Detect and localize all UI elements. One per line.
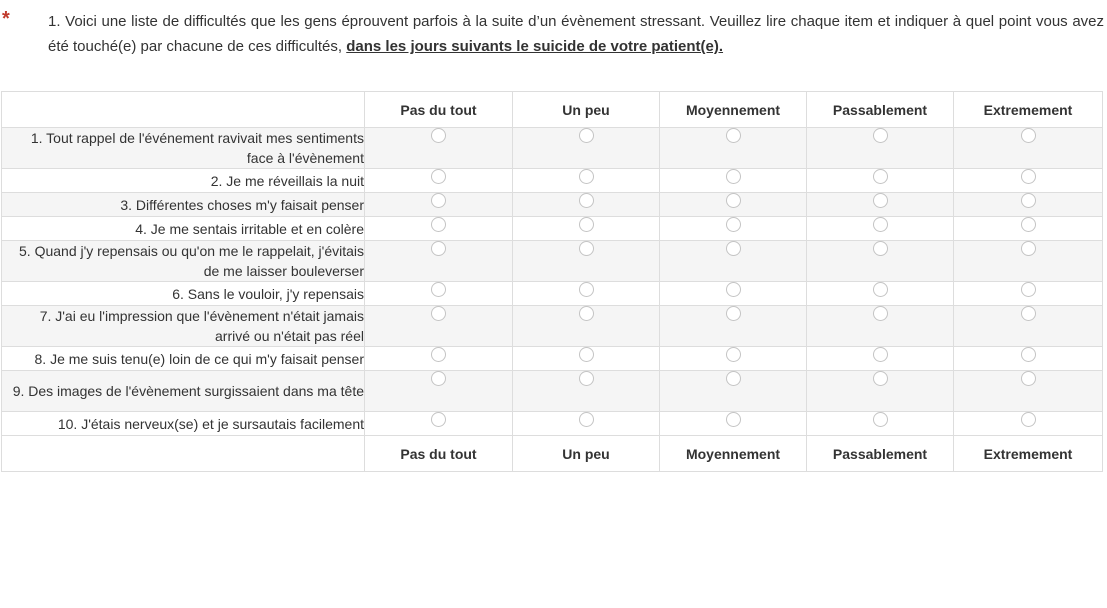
- radio-option[interactable]: [579, 371, 594, 386]
- answer-cell[interactable]: [513, 217, 660, 241]
- answer-cell[interactable]: [660, 241, 807, 282]
- column-footer: Un peu: [513, 436, 660, 472]
- answer-cell[interactable]: [807, 371, 954, 412]
- answer-cell[interactable]: [513, 412, 660, 436]
- radio-option[interactable]: [579, 217, 594, 232]
- radio-option[interactable]: [579, 241, 594, 256]
- column-footer: Pas du tout: [365, 436, 513, 472]
- table-row: [2, 306, 1103, 347]
- table-row: [2, 128, 1103, 169]
- answer-cell[interactable]: [513, 347, 660, 371]
- radio-option[interactable]: [726, 371, 741, 386]
- answer-cell[interactable]: [954, 412, 1103, 436]
- table-row: [2, 347, 1103, 371]
- radio-option[interactable]: [726, 347, 741, 362]
- table-row: [2, 241, 1103, 282]
- answer-cell[interactable]: [807, 282, 954, 306]
- answer-cell[interactable]: [365, 412, 513, 436]
- radio-option[interactable]: [1021, 241, 1036, 256]
- radio-option[interactable]: [1021, 128, 1036, 143]
- answer-cell[interactable]: [954, 347, 1103, 371]
- answer-cell[interactable]: [660, 193, 807, 217]
- answer-cell[interactable]: [807, 347, 954, 371]
- radio-option[interactable]: [873, 128, 888, 143]
- column-header: Moyennement: [660, 92, 807, 128]
- radio-option[interactable]: [1021, 347, 1036, 362]
- radio-option[interactable]: [1021, 412, 1036, 427]
- radio-option[interactable]: [726, 306, 741, 321]
- radio-option[interactable]: [431, 347, 446, 362]
- item-label: 5. Quand j'y repensais ou qu'on me le rappelait, j'évitais de me laisser bouleverser: [2, 241, 365, 282]
- answer-cell[interactable]: [513, 282, 660, 306]
- radio-option[interactable]: [873, 169, 888, 184]
- question-body: 1. Voici une liste de difficultés que les gens éprouvent parfois à la suite d’un évènement stressant. Veuillez lire chaque item et indiquer à quel point vous avez été touché(e) par chacune de ces difficultés,: [48, 13, 1104, 55]
- answer-cell[interactable]: [954, 282, 1103, 306]
- item-label: 6. Sans le vouloir, j'y repensais: [2, 282, 365, 306]
- table-row: [2, 169, 1103, 193]
- radio-option[interactable]: [726, 282, 741, 297]
- answer-cell[interactable]: [807, 193, 954, 217]
- answer-cell[interactable]: [365, 347, 513, 371]
- radio-option[interactable]: [579, 193, 594, 208]
- answer-cell[interactable]: [513, 306, 660, 347]
- question-block: [0, 0, 1107, 90]
- item-label: 7. J'ai eu l'impression que l'évènement n'était jamais arrivé ou n'était pas réel: [2, 306, 365, 347]
- answer-cell[interactable]: [660, 169, 807, 193]
- radio-option[interactable]: [431, 217, 446, 232]
- column-header: Passablement: [807, 92, 954, 128]
- radio-option[interactable]: [873, 306, 888, 321]
- radio-option[interactable]: [579, 347, 594, 362]
- answer-cell[interactable]: [954, 128, 1103, 169]
- radio-option[interactable]: [1021, 306, 1036, 321]
- radio-option[interactable]: [431, 371, 446, 386]
- item-label: 3. Différentes choses m'y faisait penser: [2, 193, 365, 217]
- header-corner: [2, 92, 365, 128]
- radio-option[interactable]: [1021, 371, 1036, 386]
- radio-option[interactable]: [873, 347, 888, 362]
- radio-option[interactable]: [726, 128, 741, 143]
- answer-cell[interactable]: [365, 217, 513, 241]
- radio-option[interactable]: [726, 169, 741, 184]
- table-row: [2, 371, 1103, 412]
- answer-cell[interactable]: [660, 347, 807, 371]
- column-header: Un peu: [513, 92, 660, 128]
- answer-cell[interactable]: [807, 306, 954, 347]
- item-label: 9. Des images de l'évènement surgissaient dans ma tête: [2, 371, 365, 412]
- answer-cell[interactable]: [513, 128, 660, 169]
- radio-option[interactable]: [431, 306, 446, 321]
- column-footer: Extremement: [954, 436, 1103, 472]
- answer-cell[interactable]: [807, 169, 954, 193]
- answer-cell[interactable]: [807, 217, 954, 241]
- answer-cell[interactable]: [954, 217, 1103, 241]
- item-label: 2. Je me réveillais la nuit: [2, 169, 365, 193]
- radio-option[interactable]: [431, 412, 446, 427]
- answer-cell[interactable]: [660, 371, 807, 412]
- radio-option[interactable]: [873, 412, 888, 427]
- item-label: 10. J'étais nerveux(se) et je sursautais facilement: [2, 412, 365, 436]
- radio-option[interactable]: [431, 128, 446, 143]
- radio-option[interactable]: [431, 241, 446, 256]
- radio-option[interactable]: [579, 128, 594, 143]
- answer-cell[interactable]: [365, 306, 513, 347]
- answer-cell[interactable]: [365, 128, 513, 169]
- footer-corner: [2, 436, 365, 472]
- radio-option[interactable]: [873, 282, 888, 297]
- answer-cell[interactable]: [365, 241, 513, 282]
- answer-cell[interactable]: [365, 193, 513, 217]
- item-label: 1. Tout rappel de l'événement ravivait mes sentiments face à l'évènement: [2, 128, 365, 169]
- radio-option[interactable]: [1021, 169, 1036, 184]
- column-header: Pas du tout: [365, 92, 513, 128]
- answer-cell[interactable]: [513, 193, 660, 217]
- item-label: 8. Je me suis tenu(e) loin de ce qui m'y faisait penser: [2, 347, 365, 371]
- question-emphasis: dans les jours suivants le suicide de votre patient(e).: [346, 38, 724, 55]
- answer-cell[interactable]: [660, 306, 807, 347]
- answer-cell[interactable]: [513, 241, 660, 282]
- answer-cell[interactable]: [660, 282, 807, 306]
- table-row: [2, 193, 1103, 217]
- answer-cell[interactable]: [954, 306, 1103, 347]
- table-row: [2, 217, 1103, 241]
- likert-table: [1, 91, 1103, 472]
- radio-option[interactable]: [579, 306, 594, 321]
- radio-option[interactable]: [579, 282, 594, 297]
- radio-option[interactable]: [726, 217, 741, 232]
- answer-cell[interactable]: [660, 412, 807, 436]
- item-label: 4. Je me sentais irritable et en colère: [2, 217, 365, 241]
- table-row: [2, 412, 1103, 436]
- answer-cell[interactable]: [365, 282, 513, 306]
- radio-option[interactable]: [1021, 217, 1036, 232]
- answer-cell[interactable]: [513, 371, 660, 412]
- radio-option[interactable]: [431, 193, 446, 208]
- answer-cell[interactable]: [365, 169, 513, 193]
- radio-option[interactable]: [873, 371, 888, 386]
- radio-option[interactable]: [1021, 193, 1036, 208]
- radio-option[interactable]: [726, 412, 741, 427]
- header-row-bottom: [2, 436, 1103, 472]
- answer-cell[interactable]: [660, 128, 807, 169]
- radio-option[interactable]: [431, 169, 446, 184]
- header-row-top: [2, 92, 1103, 128]
- answer-cell[interactable]: [954, 169, 1103, 193]
- radio-option[interactable]: [873, 241, 888, 256]
- column-footer: Passablement: [807, 436, 954, 472]
- required-marker: *: [2, 8, 10, 30]
- radio-option[interactable]: [579, 169, 594, 184]
- radio-option[interactable]: [726, 241, 741, 256]
- radio-option[interactable]: [579, 412, 594, 427]
- answer-cell[interactable]: [954, 193, 1103, 217]
- radio-option[interactable]: [1021, 282, 1036, 297]
- radio-option[interactable]: [726, 193, 741, 208]
- question-text: [48, 9, 1104, 59]
- table-row: [2, 282, 1103, 306]
- radio-option[interactable]: [431, 282, 446, 297]
- answer-cell[interactable]: [954, 241, 1103, 282]
- answer-cell[interactable]: [954, 371, 1103, 412]
- answer-cell[interactable]: [807, 241, 954, 282]
- radio-option[interactable]: [873, 193, 888, 208]
- answer-cell[interactable]: [365, 371, 513, 412]
- answer-cell[interactable]: [807, 412, 954, 436]
- answer-cell[interactable]: [807, 128, 954, 169]
- column-header: Extremement: [954, 92, 1103, 128]
- column-footer: Moyennement: [660, 436, 807, 472]
- answer-cell[interactable]: [513, 169, 660, 193]
- radio-option[interactable]: [873, 217, 888, 232]
- answer-cell[interactable]: [660, 217, 807, 241]
